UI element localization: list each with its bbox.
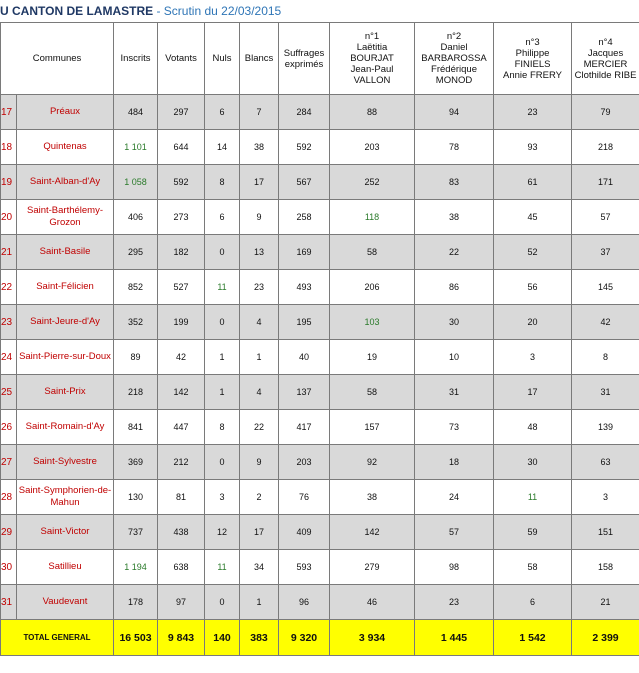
cell-inscrits: 295 (114, 235, 158, 270)
cell-inscrits: 369 (114, 445, 158, 480)
cell-votants: 182 (158, 235, 205, 270)
cell-candidate-3: 52 (494, 235, 572, 270)
cell-candidate-2: 73 (415, 410, 494, 445)
cell-candidate-3: 6 (494, 585, 572, 620)
cell-candidate-1: 38 (330, 480, 415, 515)
table-row (1, 445, 639, 480)
page-title (0, 0, 281, 22)
row-number: 18 (1, 130, 17, 165)
cell-votants: 142 (158, 375, 205, 410)
cell-blancs: 13 (240, 235, 279, 270)
commune-name: Saint-Jeure-d'Ay (17, 305, 114, 340)
cell-candidate-2: 83 (415, 165, 494, 200)
table-row (1, 235, 639, 270)
cell-votants: 638 (158, 550, 205, 585)
cell-candidate-3: 61 (494, 165, 572, 200)
cell-inscrits: 1 058 (114, 165, 158, 200)
col-candidate-3: n°3 Philippe FINIELS Annie FRERY (494, 23, 572, 95)
cell-candidate-4: 171 (572, 165, 639, 200)
cell-nuls: 1 (205, 375, 240, 410)
cell-candidate-3: 93 (494, 130, 572, 165)
cell-candidate-1: 157 (330, 410, 415, 445)
commune-name: Saint-Victor (17, 515, 114, 550)
cell-blancs: 17 (240, 515, 279, 550)
cell-inscrits: 841 (114, 410, 158, 445)
cell-candidate-2: 22 (415, 235, 494, 270)
table-row (1, 480, 639, 515)
total-candidate-3: 1 542 (494, 620, 572, 656)
cell-votants: 81 (158, 480, 205, 515)
cell-votants: 199 (158, 305, 205, 340)
col-votants: Votants (158, 23, 205, 95)
table-row (1, 95, 639, 130)
cell-inscrits: 218 (114, 375, 158, 410)
total-candidate-2: 1 445 (415, 620, 494, 656)
table-row (1, 375, 639, 410)
commune-name: Saint-Alban-d'Ay (17, 165, 114, 200)
cell-candidate-2: 57 (415, 515, 494, 550)
cell-candidate-3: 48 (494, 410, 572, 445)
cell-inscrits: 484 (114, 95, 158, 130)
cell-candidate-2: 98 (415, 550, 494, 585)
cell-candidate-1: 118 (330, 200, 415, 235)
commune-name: Saint-Pierre-sur-Doux (17, 340, 114, 375)
total-votants: 9 843 (158, 620, 205, 656)
cell-inscrits: 1 194 (114, 550, 158, 585)
cell-blancs: 4 (240, 375, 279, 410)
cell-nuls: 3 (205, 480, 240, 515)
total-blancs: 383 (240, 620, 279, 656)
cell-candidate-1: 203 (330, 130, 415, 165)
cell-nuls: 0 (205, 445, 240, 480)
cell-candidate-1: 88 (330, 95, 415, 130)
row-number: 21 (1, 235, 17, 270)
cell-candidate-4: 8 (572, 340, 639, 375)
col-candidate-4: n°4 Jacques MERCIER Clothilde RIBE (572, 23, 639, 95)
cell-blancs: 17 (240, 165, 279, 200)
cell-candidate-1: 58 (330, 375, 415, 410)
cell-inscrits: 852 (114, 270, 158, 305)
results-table (0, 22, 639, 656)
cell-suffrages: 258 (279, 200, 330, 235)
commune-name: Préaux (17, 95, 114, 130)
col-candidate-1: n°1 Laëtitia BOURJAT Jean-Paul VALLON (330, 23, 415, 95)
cell-candidate-3: 56 (494, 270, 572, 305)
table-row (1, 585, 639, 620)
total-candidate-1: 3 934 (330, 620, 415, 656)
cell-blancs: 2 (240, 480, 279, 515)
row-number: 29 (1, 515, 17, 550)
cell-candidate-4: 158 (572, 550, 639, 585)
cell-candidate-2: 94 (415, 95, 494, 130)
cell-blancs: 9 (240, 445, 279, 480)
table-row (1, 305, 639, 340)
cell-inscrits: 89 (114, 340, 158, 375)
commune-name: Saint-Félicien (17, 270, 114, 305)
cell-candidate-4: 21 (572, 585, 639, 620)
cell-votants: 212 (158, 445, 205, 480)
cell-blancs: 23 (240, 270, 279, 305)
cell-nuls: 0 (205, 235, 240, 270)
commune-name: Satillieu (17, 550, 114, 585)
table-row (1, 130, 639, 165)
cell-candidate-2: 38 (415, 200, 494, 235)
commune-name: Saint-Basile (17, 235, 114, 270)
commune-name: Vaudevant (17, 585, 114, 620)
cell-candidate-1: 142 (330, 515, 415, 550)
table-row (1, 200, 639, 235)
cell-votants: 97 (158, 585, 205, 620)
cell-nuls: 6 (205, 95, 240, 130)
cell-candidate-1: 46 (330, 585, 415, 620)
cell-candidate-3: 23 (494, 95, 572, 130)
cell-inscrits: 406 (114, 200, 158, 235)
cell-candidate-1: 206 (330, 270, 415, 305)
cell-inscrits: 1 101 (114, 130, 158, 165)
cell-candidate-4: 42 (572, 305, 639, 340)
row-number: 17 (1, 95, 17, 130)
total-suffrages: 9 320 (279, 620, 330, 656)
cell-candidate-4: 57 (572, 200, 639, 235)
cell-suffrages: 284 (279, 95, 330, 130)
cell-suffrages: 593 (279, 550, 330, 585)
row-number: 31 (1, 585, 17, 620)
row-number: 24 (1, 340, 17, 375)
cell-nuls: 14 (205, 130, 240, 165)
cell-candidate-2: 78 (415, 130, 494, 165)
cell-inscrits: 178 (114, 585, 158, 620)
table-row (1, 165, 639, 200)
cell-nuls: 0 (205, 585, 240, 620)
cell-votants: 273 (158, 200, 205, 235)
cell-candidate-4: 37 (572, 235, 639, 270)
cell-candidate-1: 252 (330, 165, 415, 200)
cell-suffrages: 567 (279, 165, 330, 200)
cell-blancs: 1 (240, 340, 279, 375)
cell-blancs: 34 (240, 550, 279, 585)
cell-suffrages: 137 (279, 375, 330, 410)
cell-suffrages: 493 (279, 270, 330, 305)
row-number: 25 (1, 375, 17, 410)
total-candidate-4: 2 399 (572, 620, 639, 656)
cell-candidate-3: 3 (494, 340, 572, 375)
table-row (1, 410, 639, 445)
cell-candidate-2: 30 (415, 305, 494, 340)
cell-votants: 644 (158, 130, 205, 165)
cell-nuls: 0 (205, 305, 240, 340)
cell-candidate-1: 92 (330, 445, 415, 480)
cell-suffrages: 195 (279, 305, 330, 340)
row-number: 30 (1, 550, 17, 585)
row-number: 20 (1, 200, 17, 235)
cell-candidate-2: 24 (415, 480, 494, 515)
table-row (1, 550, 639, 585)
cell-suffrages: 96 (279, 585, 330, 620)
commune-name: Saint-Sylvestre (17, 445, 114, 480)
cell-candidate-3: 58 (494, 550, 572, 585)
row-number: 28 (1, 480, 17, 515)
table-row (1, 270, 639, 305)
total-row (1, 620, 639, 656)
cell-blancs: 9 (240, 200, 279, 235)
cell-suffrages: 203 (279, 445, 330, 480)
row-number: 23 (1, 305, 17, 340)
cell-candidate-3: 59 (494, 515, 572, 550)
cell-blancs: 4 (240, 305, 279, 340)
cell-candidate-2: 18 (415, 445, 494, 480)
commune-name: Quintenas (17, 130, 114, 165)
cell-blancs: 38 (240, 130, 279, 165)
cell-suffrages: 592 (279, 130, 330, 165)
col-blancs: Blancs (240, 23, 279, 95)
col-inscrits: Inscrits (114, 23, 158, 95)
cell-blancs: 22 (240, 410, 279, 445)
cell-candidate-4: 145 (572, 270, 639, 305)
cell-candidate-4: 218 (572, 130, 639, 165)
cell-candidate-3: 20 (494, 305, 572, 340)
col-communes: Communes (1, 23, 114, 95)
cell-inscrits: 352 (114, 305, 158, 340)
cell-suffrages: 409 (279, 515, 330, 550)
col-suffrages: Suffrages exprimés (279, 23, 330, 95)
cell-suffrages: 417 (279, 410, 330, 445)
cell-candidate-2: 86 (415, 270, 494, 305)
col-nuls: Nuls (205, 23, 240, 95)
cell-candidate-4: 3 (572, 480, 639, 515)
cell-suffrages: 169 (279, 235, 330, 270)
canton-title: U CANTON DE LAMASTRE (0, 4, 154, 18)
cell-blancs: 1 (240, 585, 279, 620)
cell-votants: 527 (158, 270, 205, 305)
cell-suffrages: 76 (279, 480, 330, 515)
cell-nuls: 8 (205, 410, 240, 445)
cell-nuls: 8 (205, 165, 240, 200)
cell-votants: 297 (158, 95, 205, 130)
cell-candidate-4: 31 (572, 375, 639, 410)
cell-candidate-1: 103 (330, 305, 415, 340)
cell-votants: 438 (158, 515, 205, 550)
cell-votants: 42 (158, 340, 205, 375)
cell-nuls: 12 (205, 515, 240, 550)
cell-candidate-3: 30 (494, 445, 572, 480)
commune-name: Saint-Prix (17, 375, 114, 410)
header-row (1, 23, 639, 95)
cell-candidate-3: 45 (494, 200, 572, 235)
cell-nuls: 1 (205, 340, 240, 375)
cell-candidate-1: 279 (330, 550, 415, 585)
commune-name: Saint-Romain-d'Ay (17, 410, 114, 445)
cell-nuls: 11 (205, 550, 240, 585)
cell-suffrages: 40 (279, 340, 330, 375)
cell-candidate-4: 63 (572, 445, 639, 480)
cell-candidate-3: 17 (494, 375, 572, 410)
cell-votants: 592 (158, 165, 205, 200)
cell-candidate-1: 58 (330, 235, 415, 270)
total-label: TOTAL GENERAL (1, 620, 114, 656)
cell-nuls: 6 (205, 200, 240, 235)
cell-candidate-4: 79 (572, 95, 639, 130)
total-inscrits: 16 503 (114, 620, 158, 656)
scrutin-subtitle: - Scrutin du 22/03/2015 (156, 4, 282, 18)
commune-name: Saint-Symphorien-de-Mahun (17, 480, 114, 515)
row-number: 22 (1, 270, 17, 305)
table-row (1, 515, 639, 550)
cell-candidate-1: 19 (330, 340, 415, 375)
cell-inscrits: 130 (114, 480, 158, 515)
cell-candidate-2: 10 (415, 340, 494, 375)
cell-candidate-4: 151 (572, 515, 639, 550)
cell-inscrits: 737 (114, 515, 158, 550)
col-candidate-2: n°2 Daniel BARBAROSSA Frédérique MONOD (415, 23, 494, 95)
table-row (1, 340, 639, 375)
cell-candidate-3: 11 (494, 480, 572, 515)
cell-candidate-2: 31 (415, 375, 494, 410)
results-body (1, 95, 639, 620)
cell-candidate-2: 23 (415, 585, 494, 620)
cell-blancs: 7 (240, 95, 279, 130)
row-number: 26 (1, 410, 17, 445)
row-number: 19 (1, 165, 17, 200)
cell-nuls: 11 (205, 270, 240, 305)
total-nuls: 140 (205, 620, 240, 656)
commune-name: Saint-Barthélemy-Grozon (17, 200, 114, 235)
row-number: 27 (1, 445, 17, 480)
cell-candidate-4: 139 (572, 410, 639, 445)
cell-votants: 447 (158, 410, 205, 445)
